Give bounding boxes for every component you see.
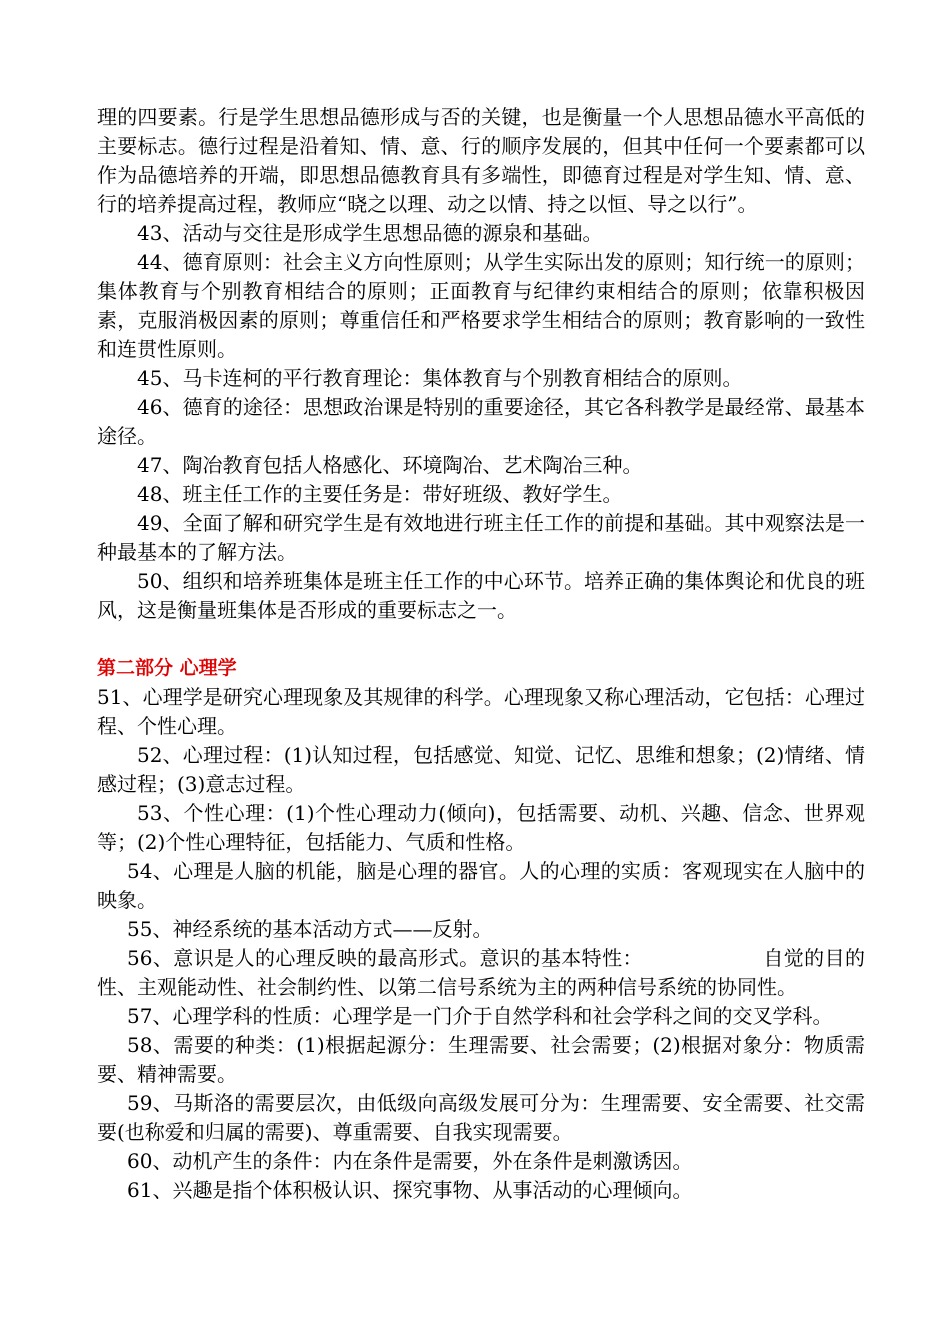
paragraph-60: 60、动机产生的条件：内在条件是需要，外在条件是刺激诱因。 xyxy=(127,1149,693,1173)
paragraph-43: 43、活动与交往是形成学生思想品德的源泉和基础。 xyxy=(137,221,603,245)
paragraph-55: 55、神经系统的基本活动方式——反射。 xyxy=(127,917,493,941)
paragraph-51: 51、心理学是研究心理现象及其规律的科学。心理现象又称心理活动，它包括：心理过程、个性心理。 xyxy=(97,685,865,738)
paragraph-45: 45、马卡连柯的平行教育理论：集体教育与个别教育相结合的原则。 xyxy=(137,366,743,390)
paragraph-56 xyxy=(97,944,865,1002)
paragraph-59: 59、马斯洛的需要层次，由低级向高级发展可分为：生理需要、安全需要、社交需要(也称爱和归属的需要)、尊重需要、自我实现需要。 xyxy=(97,1091,865,1144)
paragraph-continuation: 理的四要素。行是学生思想品德形成与否的关键，也是衡量一个人思想品德水平高低的主要标志。德行过程是沿着知、情、意、行的顺序发展的，但其中任何一个要素都可以作为品德培养的开端，即思想品德教育具有多端性，即德育过程是对学生知、情、意、行的培养提高过程，教师应“晓之以理、动之以情、持之以恒、导之以行”。 xyxy=(97,105,865,216)
paragraph-47: 47、陶冶教育包括人格感化、环境陶冶、艺术陶冶三种。 xyxy=(137,453,643,477)
document-page xyxy=(97,103,865,1205)
paragraph-44: 44、德育原则：社会主义方向性原则；从学生实际出发的原则；知行统一的原则；集体教育与个别教育相结合的原则；正面教育与纪律约束相结合的原则；依靠积极因素，克服消极因素的原则；尊重信任和严格要求学生相结合的原则；教育影响的一致性和连贯性原则。 xyxy=(97,250,865,361)
paragraph-57: 57、心理学科的性质：心理学是一门介于自然学科和社会学科之间的交叉学科。 xyxy=(127,1004,833,1028)
paragraph-56-tail: 自觉的目的性、主观能动性、社会制约性、以第二信号系统为主的两种信号系统的协同性。 xyxy=(97,946,865,999)
paragraph-50: 50、组织和培养班集体是班主任工作的中心环节。培养正确的集体舆论和优良的班风，这是衡量班集体是否形成的重要标志之一。 xyxy=(97,569,865,622)
paragraph-58: 58、需要的种类：(1)根据起源分：生理需要、社会需要；(2)根据对象分：物质需要、精神需要。 xyxy=(97,1033,865,1086)
section-heading: 第二部分 心理学 xyxy=(97,657,237,679)
paragraph-61: 61、兴趣是指个体积极认识、探究事物、从事活动的心理倾向。 xyxy=(127,1178,693,1202)
paragraph-54: 54、心理是人脑的机能，脑是心理的器官。人的心理的实质：客观现实在人脑中的映象。 xyxy=(97,859,865,912)
paragraph-52: 52、心理过程：(1)认知过程，包括感觉、知觉、记忆、思维和想象；(2)情绪、情感过程；(3)意志过程。 xyxy=(97,743,865,796)
paragraph-46: 46、德育的途径：思想政治课是特别的重要途径，其它各科教学是最经常、最基本途径。 xyxy=(97,395,865,448)
paragraph-53: 53、个性心理：(1)个性心理动力(倾向)，包括需要、动机、兴趣、信念、世界观等；(2)个性心理特征，包括能力、气质和性格。 xyxy=(97,801,865,854)
paragraph-48: 48、班主任工作的主要任务是：带好班级、教好学生。 xyxy=(137,482,623,506)
paragraph-49: 49、全面了解和研究学生是有效地进行班主任工作的前提和基础。其中观察法是一种最基本的了解方法。 xyxy=(97,511,865,564)
paragraph-56-lead: 56、意识是人的心理反映的最高形式。意识的基本特性： xyxy=(127,946,643,970)
